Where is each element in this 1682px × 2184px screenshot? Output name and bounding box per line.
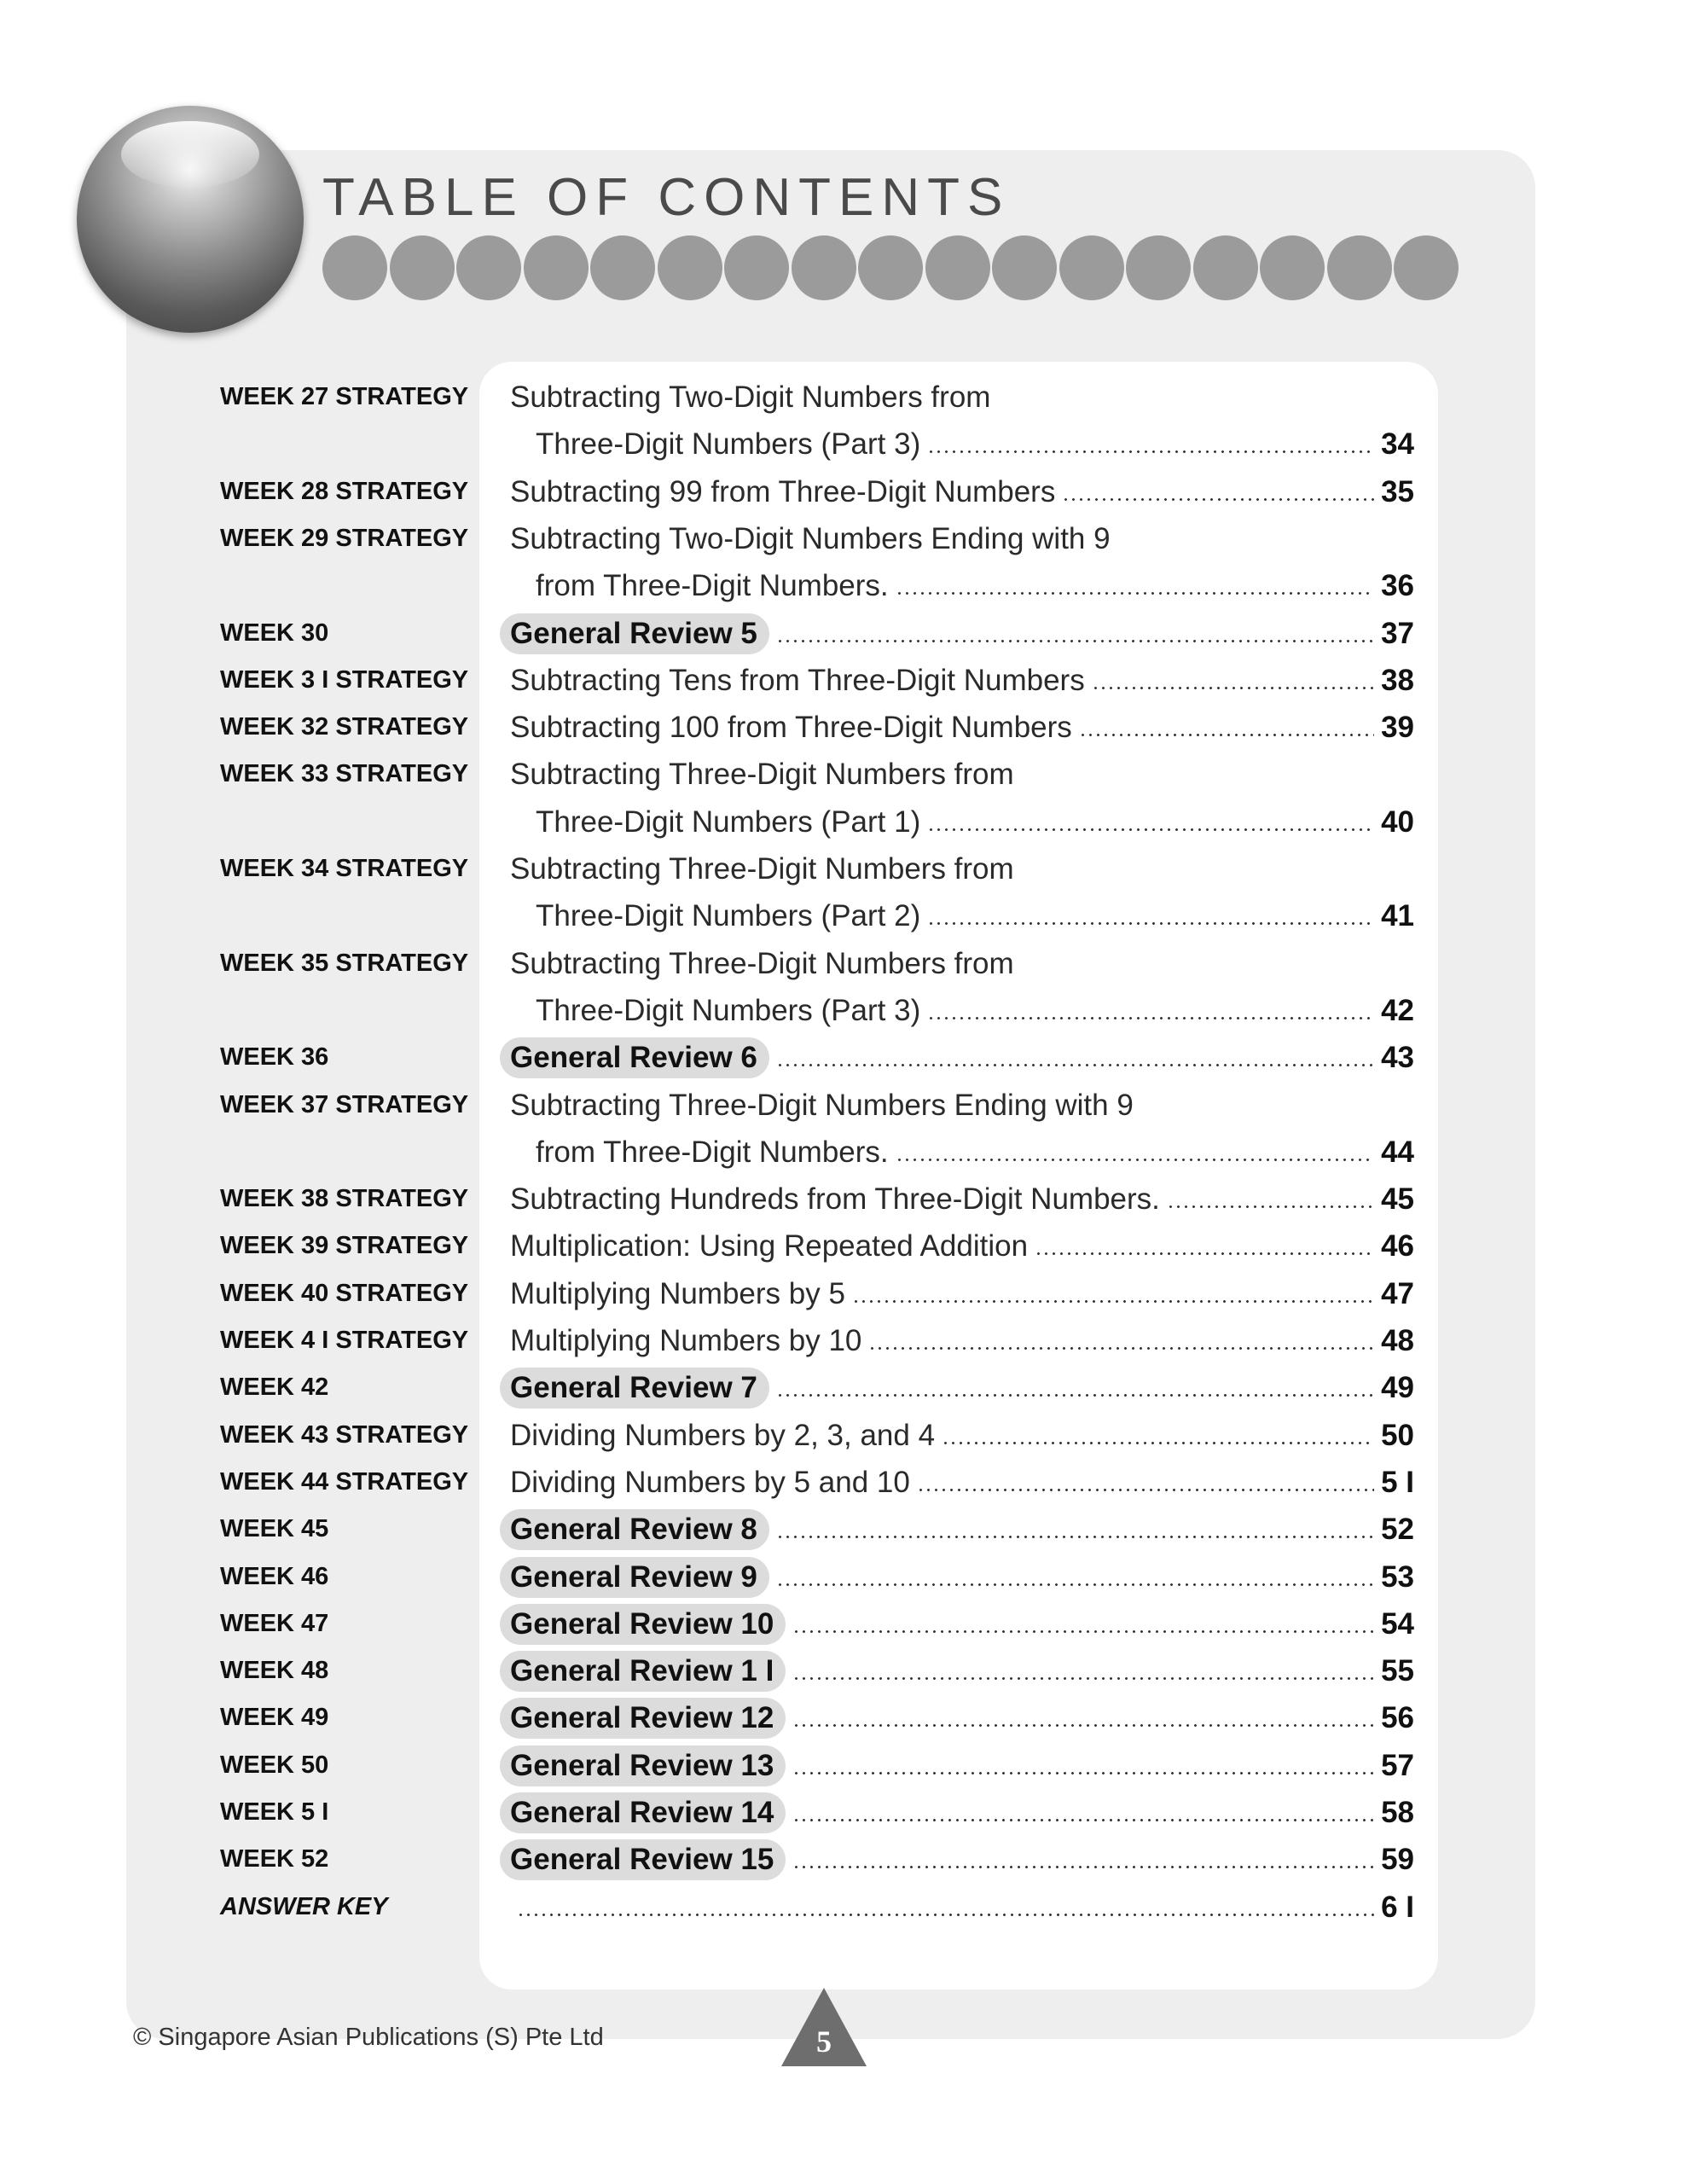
page-ref: 50 bbox=[1381, 1418, 1414, 1452]
week-label: WEEK 37 STRATEGY bbox=[220, 1091, 469, 1118]
week-label: WEEK 48 bbox=[220, 1657, 329, 1684]
topic-text: Three-Digit Numbers (Part 3) bbox=[536, 427, 921, 461]
page-ref: 36 bbox=[1381, 568, 1414, 602]
week-label: WEEK 3 I STRATEGY bbox=[220, 666, 469, 694]
copyright-notice: © Singapore Asian Publications (S) Pte Ltd bbox=[133, 2024, 604, 2051]
page-title: TABLE OF CONTENTS bbox=[322, 168, 1011, 227]
week-label: WEEK 4 I STRATEGY bbox=[220, 1327, 469, 1354]
topic-text: Subtracting Three-Digit Numbers from bbox=[510, 757, 1014, 791]
decorative-dot bbox=[1327, 235, 1392, 300]
page-ref: 46 bbox=[1381, 1228, 1414, 1263]
review-pill: General Review 14 bbox=[500, 1792, 786, 1833]
decorative-dot bbox=[858, 235, 923, 300]
toc-row bbox=[0, 1412, 1682, 1459]
page-ref: 52 bbox=[1381, 1512, 1414, 1546]
dot-leader bbox=[1092, 687, 1374, 689]
review-pill: General Review 13 bbox=[500, 1745, 786, 1786]
dot-leader bbox=[1167, 1205, 1374, 1208]
review-pill: General Review 9 bbox=[500, 1557, 769, 1598]
decorative-dot bbox=[1059, 235, 1124, 300]
toc-row bbox=[0, 515, 1682, 562]
topic-text: Dividing Numbers by 2, 3, and 4 bbox=[510, 1418, 936, 1452]
toc-row bbox=[0, 1223, 1682, 1269]
entry-title bbox=[510, 610, 1414, 657]
entry-title bbox=[510, 1176, 1414, 1223]
dot-leader bbox=[792, 1772, 1374, 1774]
decorative-dot bbox=[724, 235, 789, 300]
dot-leader bbox=[1062, 498, 1374, 501]
page-ref: 56 bbox=[1381, 1700, 1414, 1734]
topic-text: Multiplying Numbers by 5 bbox=[510, 1276, 845, 1310]
toc-row bbox=[0, 1459, 1682, 1506]
toc-row bbox=[0, 799, 1682, 845]
page-ref: 45 bbox=[1381, 1182, 1414, 1216]
topic-text: Three-Digit Numbers (Part 1) bbox=[536, 804, 921, 839]
topic-text: from Three-Digit Numbers. bbox=[536, 568, 889, 602]
topic-text: Multiplication: Using Repeated Addition bbox=[510, 1228, 1029, 1263]
toc-row bbox=[0, 1364, 1682, 1411]
topic-text: Three-Digit Numbers (Part 2) bbox=[536, 898, 921, 932]
decorative-dot bbox=[590, 235, 655, 300]
entry-title bbox=[510, 1082, 1414, 1129]
week-label: WEEK 40 STRATEGY bbox=[220, 1280, 469, 1307]
page-ref: 37 bbox=[1381, 616, 1414, 650]
week-label: WEEK 39 STRATEGY bbox=[220, 1232, 469, 1259]
page-ref: 41 bbox=[1381, 898, 1414, 932]
entry-title bbox=[510, 374, 1414, 421]
dot-leader bbox=[792, 1819, 1374, 1821]
page-ref: 55 bbox=[1381, 1653, 1414, 1687]
decorative-dot bbox=[658, 235, 722, 300]
review-pill: General Review 1 I bbox=[500, 1651, 786, 1692]
entry-title bbox=[510, 1459, 1414, 1506]
topic-text: Dividing Numbers by 5 and 10 bbox=[510, 1465, 910, 1499]
page-ref: 57 bbox=[1381, 1748, 1414, 1782]
toc-row bbox=[0, 1600, 1682, 1647]
page-ref: 5 I bbox=[1381, 1465, 1414, 1499]
page-ref: 44 bbox=[1381, 1135, 1414, 1169]
toc-row bbox=[0, 1082, 1682, 1129]
entry-title bbox=[510, 1600, 1414, 1647]
toc-row bbox=[0, 1742, 1682, 1789]
week-label: WEEK 43 STRATEGY bbox=[220, 1421, 469, 1449]
week-label: WEEK 34 STRATEGY bbox=[220, 855, 469, 882]
dot-leader bbox=[776, 640, 1374, 642]
entry-title bbox=[510, 1412, 1414, 1459]
topic-text: from Three-Digit Numbers. bbox=[536, 1135, 889, 1169]
toc-row bbox=[0, 657, 1682, 704]
topic-text: Subtracting 100 from Three-Digit Numbers bbox=[510, 710, 1072, 744]
week-label: WEEK 5 I bbox=[220, 1798, 329, 1826]
week-label: WEEK 45 bbox=[220, 1515, 329, 1542]
week-label: WEEK 49 bbox=[220, 1704, 329, 1731]
toc-row bbox=[0, 1789, 1682, 1836]
toc-row bbox=[0, 468, 1682, 515]
entry-title bbox=[536, 892, 1414, 939]
dot-leader bbox=[927, 828, 1374, 831]
week-label: WEEK 36 bbox=[220, 1043, 329, 1071]
page-ref: 54 bbox=[1381, 1606, 1414, 1641]
page-ref: 38 bbox=[1381, 663, 1414, 697]
dot-leader bbox=[927, 1017, 1374, 1019]
dot-leader bbox=[776, 1064, 1374, 1066]
entry-title bbox=[510, 704, 1414, 751]
topic-text: Three-Digit Numbers (Part 3) bbox=[536, 993, 921, 1027]
entry-title bbox=[536, 421, 1414, 468]
dot-leader bbox=[852, 1300, 1374, 1303]
week-label: ANSWER KEY bbox=[220, 1893, 388, 1920]
entry-title bbox=[510, 845, 1414, 892]
review-pill: General Review 6 bbox=[500, 1037, 769, 1078]
dot-leader bbox=[896, 592, 1374, 595]
week-label: WEEK 44 STRATEGY bbox=[220, 1468, 469, 1496]
dot-leader bbox=[792, 1630, 1374, 1633]
entry-title bbox=[510, 940, 1414, 987]
decorative-dot bbox=[1260, 235, 1325, 300]
week-label: WEEK 35 STRATEGY bbox=[220, 950, 469, 977]
dot-leader bbox=[792, 1866, 1374, 1868]
page-number: 5 bbox=[816, 2024, 832, 2059]
topic-text: Subtracting Two-Digit Numbers Ending with 9 bbox=[510, 521, 1111, 555]
page-ref: 39 bbox=[1381, 710, 1414, 744]
week-label: WEEK 50 bbox=[220, 1751, 329, 1779]
entry-title bbox=[536, 1129, 1414, 1176]
sphere-ornament bbox=[77, 106, 304, 333]
dot-leader bbox=[776, 1583, 1374, 1586]
decorative-dot bbox=[1394, 235, 1459, 300]
topic-text: Subtracting Three-Digit Numbers from bbox=[510, 946, 1014, 980]
entry-title bbox=[510, 1742, 1414, 1789]
page-ref: 48 bbox=[1381, 1323, 1414, 1357]
dot-leader bbox=[517, 1914, 1374, 1916]
toc-row bbox=[0, 987, 1682, 1034]
toc-row bbox=[0, 940, 1682, 987]
toc-row bbox=[0, 374, 1682, 421]
review-pill: General Review 8 bbox=[500, 1509, 769, 1550]
review-pill: General Review 7 bbox=[500, 1368, 769, 1409]
toc-row bbox=[0, 1554, 1682, 1600]
week-label: WEEK 38 STRATEGY bbox=[220, 1185, 469, 1212]
week-label: WEEK 28 STRATEGY bbox=[220, 478, 469, 505]
page-ref: 53 bbox=[1381, 1560, 1414, 1594]
week-label: WEEK 32 STRATEGY bbox=[220, 713, 469, 741]
page-ref: 47 bbox=[1381, 1276, 1414, 1310]
decorative-dot bbox=[792, 235, 856, 300]
toc-row bbox=[0, 1270, 1682, 1317]
entry-title bbox=[536, 799, 1414, 845]
dot-leader bbox=[917, 1489, 1374, 1491]
review-pill: General Review 5 bbox=[500, 613, 769, 654]
entry-title bbox=[536, 987, 1414, 1034]
toc-row bbox=[0, 610, 1682, 657]
decorative-dot bbox=[390, 235, 455, 300]
topic-text: Subtracting 99 from Three-Digit Numbers bbox=[510, 474, 1056, 508]
entry-title bbox=[510, 1789, 1414, 1836]
entry-title bbox=[536, 562, 1414, 609]
review-pill: General Review 10 bbox=[500, 1604, 786, 1645]
toc-row bbox=[0, 845, 1682, 892]
review-pill: General Review 12 bbox=[500, 1698, 786, 1739]
entry-title bbox=[510, 751, 1414, 798]
page-ref: 58 bbox=[1381, 1795, 1414, 1829]
toc-row bbox=[0, 562, 1682, 609]
toc-row bbox=[0, 1694, 1682, 1741]
week-label: WEEK 33 STRATEGY bbox=[220, 760, 469, 787]
review-pill: General Review 15 bbox=[500, 1839, 786, 1880]
decorative-dot bbox=[456, 235, 521, 300]
toc-row bbox=[0, 704, 1682, 751]
dot-leader bbox=[1079, 734, 1374, 736]
decorative-dot bbox=[925, 235, 990, 300]
toc-row bbox=[0, 1034, 1682, 1081]
page-ref: 34 bbox=[1381, 427, 1414, 461]
decorative-dot bbox=[1193, 235, 1258, 300]
dot-leader bbox=[776, 1536, 1374, 1538]
entry-title bbox=[510, 1554, 1414, 1600]
topic-text: Subtracting Three-Digit Numbers Ending with 9 bbox=[510, 1088, 1134, 1122]
dot-leader bbox=[1035, 1252, 1374, 1255]
toc-row bbox=[0, 1506, 1682, 1553]
topic-text: Subtracting Hundreds from Three-Digit Numbers. bbox=[510, 1182, 1160, 1216]
dot-leader bbox=[927, 450, 1374, 453]
dot-leader bbox=[868, 1347, 1374, 1350]
entry-title bbox=[510, 1694, 1414, 1741]
week-label: WEEK 30 bbox=[220, 619, 329, 647]
decorative-dot bbox=[1126, 235, 1191, 300]
entry-title bbox=[510, 1317, 1414, 1364]
page-ref: 59 bbox=[1381, 1842, 1414, 1876]
week-label: WEEK 27 STRATEGY bbox=[220, 383, 469, 410]
page-ref: 6 I bbox=[1381, 1890, 1414, 1924]
dot-leader bbox=[792, 1724, 1374, 1727]
topic-text: Subtracting Tens from Three-Digit Numbers bbox=[510, 663, 1085, 697]
toc-row bbox=[0, 1129, 1682, 1176]
page-ref: 42 bbox=[1381, 993, 1414, 1027]
week-label: WEEK 47 bbox=[220, 1610, 329, 1637]
toc-row bbox=[0, 1884, 1682, 1931]
dot-leader bbox=[792, 1677, 1374, 1680]
toc-row bbox=[0, 892, 1682, 939]
page-ref: 40 bbox=[1381, 804, 1414, 839]
decorative-dot bbox=[322, 235, 387, 300]
toc-row bbox=[0, 1647, 1682, 1694]
entry-title bbox=[510, 1506, 1414, 1553]
page-ref: 43 bbox=[1381, 1040, 1414, 1074]
entry-title bbox=[510, 1223, 1414, 1269]
topic-text: Multiplying Numbers by 10 bbox=[510, 1323, 862, 1357]
entry-title bbox=[510, 1836, 1414, 1883]
topic-text: Subtracting Two-Digit Numbers from bbox=[510, 380, 991, 414]
dot-leader bbox=[927, 922, 1374, 925]
entry-title bbox=[510, 1270, 1414, 1317]
entry-title bbox=[510, 657, 1414, 704]
dot-leader bbox=[942, 1442, 1374, 1444]
dot-leader bbox=[776, 1394, 1374, 1397]
decorative-dot bbox=[524, 235, 589, 300]
entry-title bbox=[510, 1647, 1414, 1694]
entry-title bbox=[510, 515, 1414, 562]
entry-title bbox=[510, 1364, 1414, 1411]
page-ref: 35 bbox=[1381, 474, 1414, 508]
toc-row bbox=[0, 1836, 1682, 1883]
topic-text: Subtracting Three-Digit Numbers from bbox=[510, 851, 1014, 886]
page-ref: 49 bbox=[1381, 1370, 1414, 1404]
page-number-badge bbox=[780, 1986, 868, 2068]
entry-title bbox=[510, 1884, 1414, 1931]
decorative-dot bbox=[992, 235, 1057, 300]
entry-title bbox=[510, 468, 1414, 515]
toc-row bbox=[0, 421, 1682, 468]
week-label: WEEK 42 bbox=[220, 1374, 329, 1401]
week-label: WEEK 52 bbox=[220, 1845, 329, 1873]
toc-row bbox=[0, 751, 1682, 798]
entry-title bbox=[510, 1034, 1414, 1081]
toc-row bbox=[0, 1317, 1682, 1364]
week-label: WEEK 46 bbox=[220, 1563, 329, 1590]
dot-leader bbox=[896, 1159, 1374, 1161]
toc-row bbox=[0, 1176, 1682, 1223]
week-label: WEEK 29 STRATEGY bbox=[220, 525, 469, 552]
